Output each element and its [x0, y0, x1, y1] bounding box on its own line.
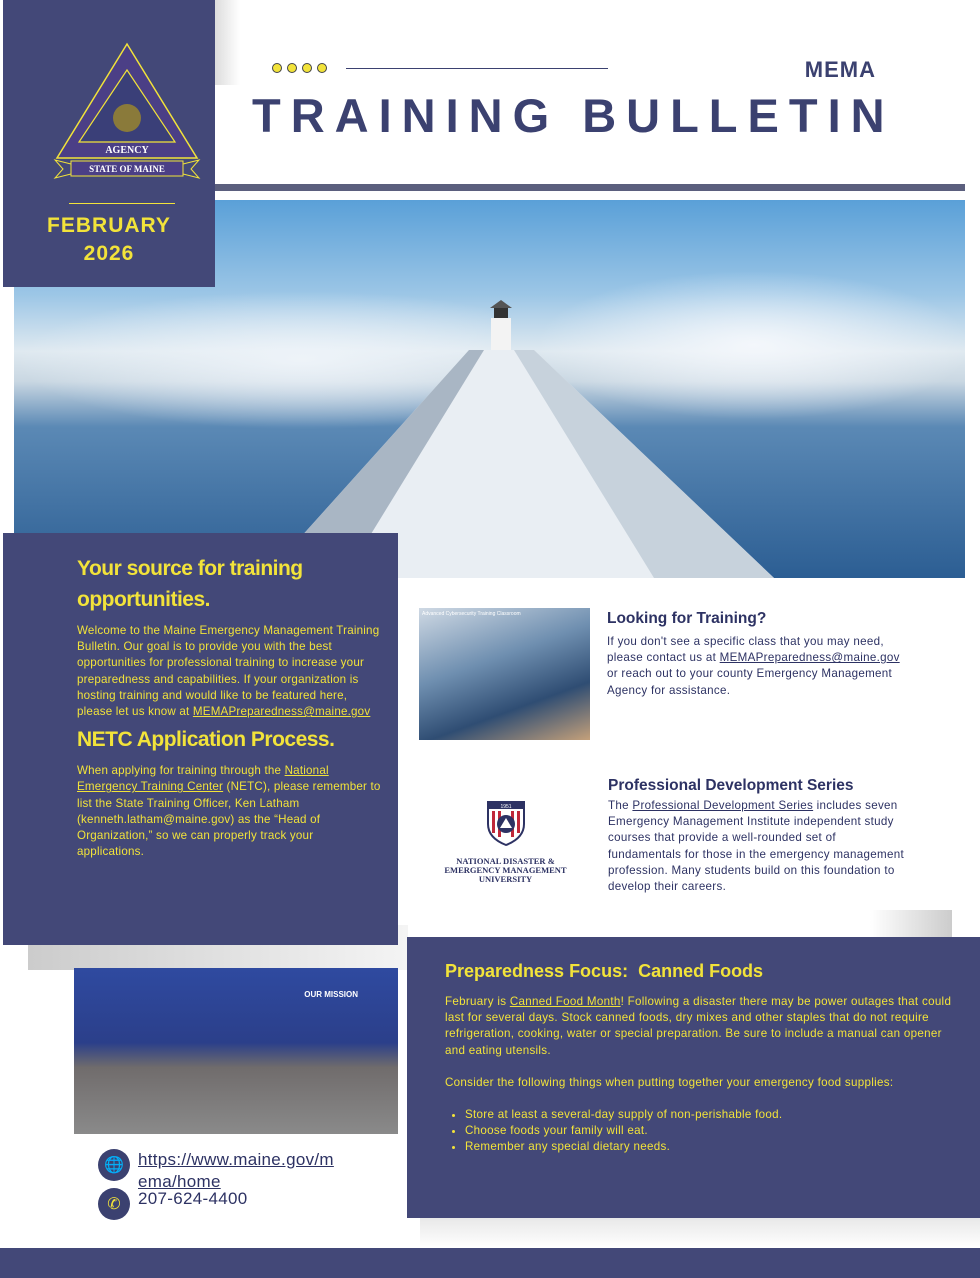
prep-heading: Preparedness Focus: Canned Foods: [445, 961, 764, 981]
looking-body: If you don't see a specific class that you may need, please contact us at MEMAPreparedness@maine.gov or reach out to your county Emergency Management Agency for assistance.: [607, 635, 900, 697]
netc-heading: NETC Application Process.: [77, 728, 335, 752]
intro-heading: Your source for training opportunities.: [77, 557, 303, 611]
looking-heading: Looking for Training?: [607, 610, 767, 627]
canned-food-month-link[interactable]: Canned Food Month: [509, 995, 621, 1008]
email-link[interactable]: MEMAPreparedness@maine.gov: [719, 651, 900, 665]
intro-body: Welcome to the Maine Emergency Management Training Bulletin. Our goal is to provide you with the best opportunities for professional training to increase your preparedness and capabilities. If your organization is hosting training and would like to be featured here, please let us know at MEMAPreparedness@maine.gov: [77, 624, 380, 719]
title-bar: [215, 184, 965, 191]
training-classroom-image: [419, 608, 590, 740]
netc-link[interactable]: National Emergency Training Center: [77, 764, 329, 794]
issue-year: 2026: [83, 242, 135, 265]
mema-logo: [53, 40, 201, 185]
preparedness-section: [407, 937, 980, 1218]
issue-date: [3, 212, 215, 268]
org-name: MEMA: [804, 57, 876, 82]
shadow: [420, 1218, 980, 1248]
professional-development-section: [608, 777, 908, 895]
intro-section: [3, 533, 398, 945]
email-link[interactable]: MEMAPreparedness@maine.gov: [192, 705, 371, 719]
contact-info: [98, 1149, 398, 1223]
svg-text:STATE OF MAINE: STATE OF MAINE: [89, 164, 165, 174]
pds-link[interactable]: Professional Development Series: [632, 799, 814, 812]
masthead-panel: [3, 0, 215, 287]
ndemu-name: NATIONAL DISASTER & EMERGENCY MANAGEMENT UNIVERSITY: [444, 856, 567, 884]
prep-list: [465, 1107, 980, 1156]
list-item: • Choose foods your family will eat.: [465, 1123, 980, 1139]
mission-sign: OUR MISSION: [304, 990, 358, 999]
prep-intro: Consider the following things when putting together your emergency food supplies:: [445, 1075, 894, 1089]
footer-bar: [0, 1248, 980, 1278]
image-caption: Advanced Cybersecurity Training Classroom: [422, 611, 521, 617]
shadow: [870, 910, 952, 937]
shadow: [215, 0, 240, 85]
issue-month: FEBRUARY: [47, 214, 171, 237]
page-title: TRAINING BULLETIN: [252, 89, 895, 142]
netc-body: When applying for training through the National Emergency Training Center (NETC), please remember to list the State Training Officer, Ken Latham (kenneth.latham@maine.gov) as the “Head of Organization,” so we can properly track your applications.: [77, 764, 381, 859]
looking-for-training-section: [607, 610, 907, 699]
website-link[interactable]: https://www.maine.gov/mema/home: [138, 1150, 334, 1191]
list-item: • Remember any special dietary needs.: [465, 1139, 980, 1155]
divider: [346, 68, 608, 69]
prep-body: February is Canned Food Month! Following a disaster there may be power outages that could last for several days. Stock canned foods, dry mixes and other staples that do not require refrigeration, cooking, water or special preparation. Be sure to include a manual can opener and eating utensils.: [445, 995, 952, 1057]
phone-icon: ✆: [98, 1188, 130, 1220]
svg-text:1951: 1951: [499, 804, 512, 810]
decorative-dots: [272, 63, 327, 73]
list-item: • Store at least a several-day supply of non-perishable food.: [465, 1107, 980, 1123]
svg-text:AGENCY: AGENCY: [105, 145, 149, 156]
pds-heading: Professional Development Series: [608, 777, 854, 794]
pds-body: The Professional Development Series includes seven Emergency Management Institute independent study courses that provide a well-rounded set of fundamentals for those in the emergency management profession. Many students build on this foundation to develop their careers.: [608, 799, 904, 894]
ndemu-logo: [443, 800, 568, 884]
divider: [69, 203, 175, 204]
globe-icon: 🌐: [98, 1149, 130, 1181]
phone-number: 207-624-4400: [138, 1189, 248, 1208]
staff-group-photo: [74, 968, 398, 1134]
